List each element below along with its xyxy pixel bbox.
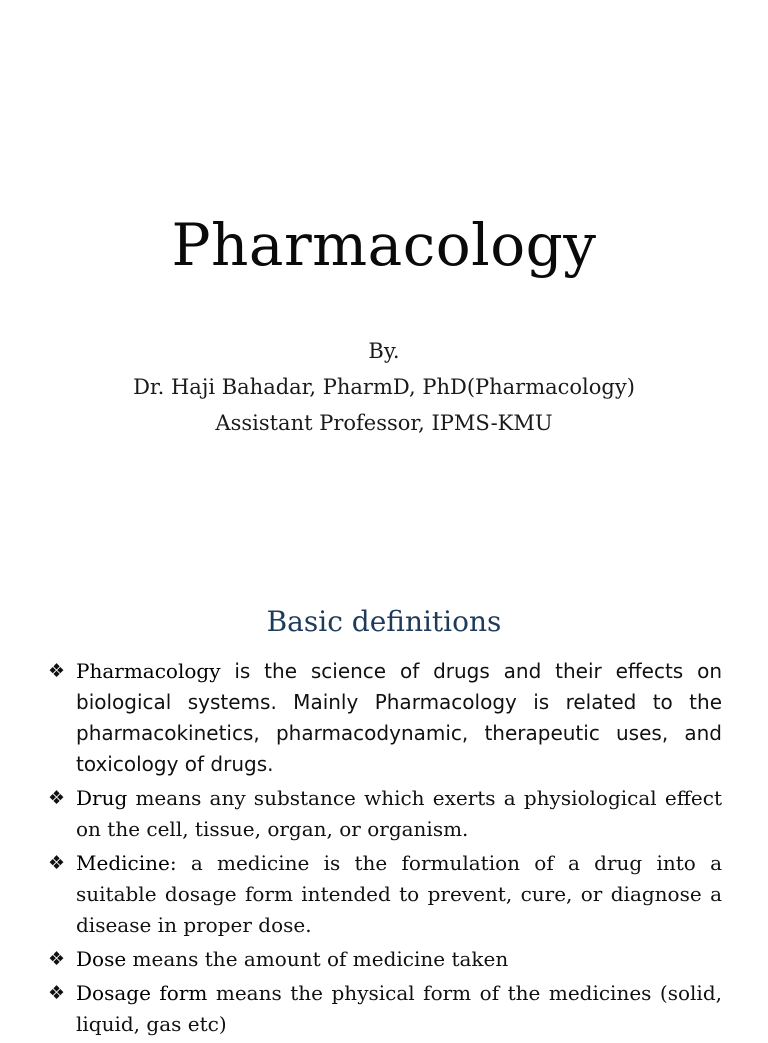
definition-term: Dose [76,947,127,971]
section-heading: Basic definitions [266,605,502,638]
byline [0,333,768,441]
definition-text: : a medicine is the formulation of a drug into a suitable dosage form intended to prevent, cure, or diagnose a disease in proper dose. [76,851,722,937]
diamond-bullet-icon: ❖ [48,982,66,1004]
diamond-bullet-icon: ❖ [48,948,66,970]
definitions-list [48,656,722,1043]
by-label: By. [368,339,400,363]
definition-term: Medicine [76,851,170,875]
definition-item [48,978,722,1040]
definition-text: means the amount of medicine taken [126,947,509,971]
diamond-bullet-icon: ❖ [48,852,66,874]
author-name: Dr. Haji Bahadar, PharmD, PhD(Pharmacology) [133,375,635,399]
diamond-bullet-icon: ❖ [48,660,66,682]
definition-item [48,944,722,975]
definition-term: Dosage form [76,981,208,1005]
page-title: Pharmacology [171,211,597,279]
definition-text: is the science of drugs and their effects on biological systems. Mainly Pharmacology is related to the pharmacokinetics, pharmacodynamic, therapeutic uses, and toxicology of drugs. [76,659,722,776]
definition-item [48,848,722,941]
definition-term: Drug [76,786,128,810]
definition-term: Pharmacology [76,659,221,683]
author-position: Assistant Professor, IPMS-KMU [215,411,553,435]
definition-item [48,783,722,845]
diamond-bullet-icon: ❖ [48,787,66,809]
definition-text: means any substance which exerts a physiological effect on the cell, tissue, organ, or organism. [76,786,722,841]
definition-item [48,656,722,780]
definition-text: means the physical form of the medicines (solid, liquid, gas etc) [76,981,722,1036]
